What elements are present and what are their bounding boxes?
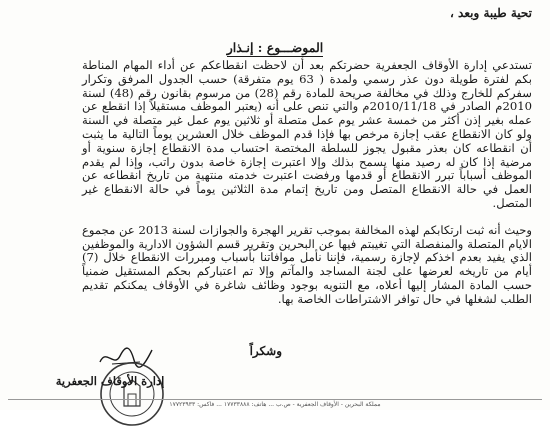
signatory-name: إدارة الأوقاف الجعفرية xyxy=(55,374,165,388)
letterhead-footer: مملكة البحرين - الأوقاف الجعفرية - ص.ب ... هاتف: ١٧٧٣٣٨٨٨ ... فاكس: ١٧٧٢٣٩٣٣ xyxy=(8,399,542,408)
closing: وشكراً xyxy=(249,344,282,358)
paragraph-1: تستدعي إدارة الأوقاف الجعفرية حضرتكم بعد أن لاحظت انقطاعكم عن أداء المهام المناطة بكم لفترة طويلة دون عذر رسمي ولمدة ( 63 يوم متفرقة) حسب الجدول المرفق وتكرار سفركم للخارج وذلك في مخالفة صريحة للمادة رقم (28) من مرسوم بقانون رقم (48) لسنة 2010م الصادر في 2010/11/18م والتي تنص على أنه (يعتبر الموظف مستقيلاً إذا انقطع عن عمله بغير إذن أكثر من خمسة عشر يوم عمل متصلة أو ثلاثين يوم عمل غير متصلة في السنة ولو كان الانقطاع عقب إجازة مرخص بها فإذا قدم الموظف خلال العشرين يوماً التالية ما يثبت أن انقطاعه كان بعذر مقبول يجوز للسلطة المختصة احتساب مدة الانقطاع إجازة سنوية أو مرضية إذا كان له رصيد منها يسمح بذلك وإلا اعتبرت إجازة خاصة بدون راتب، وإذا لم يقدم الموظف أسباباً تبرر الانقطاع أو قدمها ورفضت اعتبرت خدمته منتهية من تاريخ انقطاعه عن العمل في حالة الانقطاع المتصل ومن تاريخ إتمام مدة الثلاثين يوماً في حالة الانقطاع غير المتصل. xyxy=(82,58,532,210)
paragraph-2: وحيث أنه ثبت ارتكابكم لهذه المخالفة بموجب تقرير الهجرة والجوازات لسنة 2013 عن مجموع الايام المتصلة والمنفصلة التي تغيبتم فيها عن البحرين وتقرير قسم الشؤون الادارية والموظفين الذي يفيد بعدم اخذكم لإجازة رسمية، فإننا نأمل موافاتنا بأسباب ومبررات الانقطاع خلال (7) أيام من تاريخه لعرضها على لجنة المساجد والمآتم وإلا تم اعتباركم بحكم المستقيل ضمنياً حسب المادة المشار إليها أعلاه، مع التنويه بوجود وظائف شاغرة في الأوقاف يمكنكم تقديم الطلب لشغلها في حال توافر الاشتراطات الخاصة بها. xyxy=(82,222,533,306)
official-seal-icon xyxy=(98,360,166,428)
signatory-block xyxy=(0,374,220,389)
subject-line xyxy=(0,40,550,55)
subject-text: الموضـــوع : إنـذار xyxy=(226,40,324,55)
greeting: تحية طيبة وبعد ، xyxy=(450,6,532,20)
letter-body xyxy=(82,59,532,307)
